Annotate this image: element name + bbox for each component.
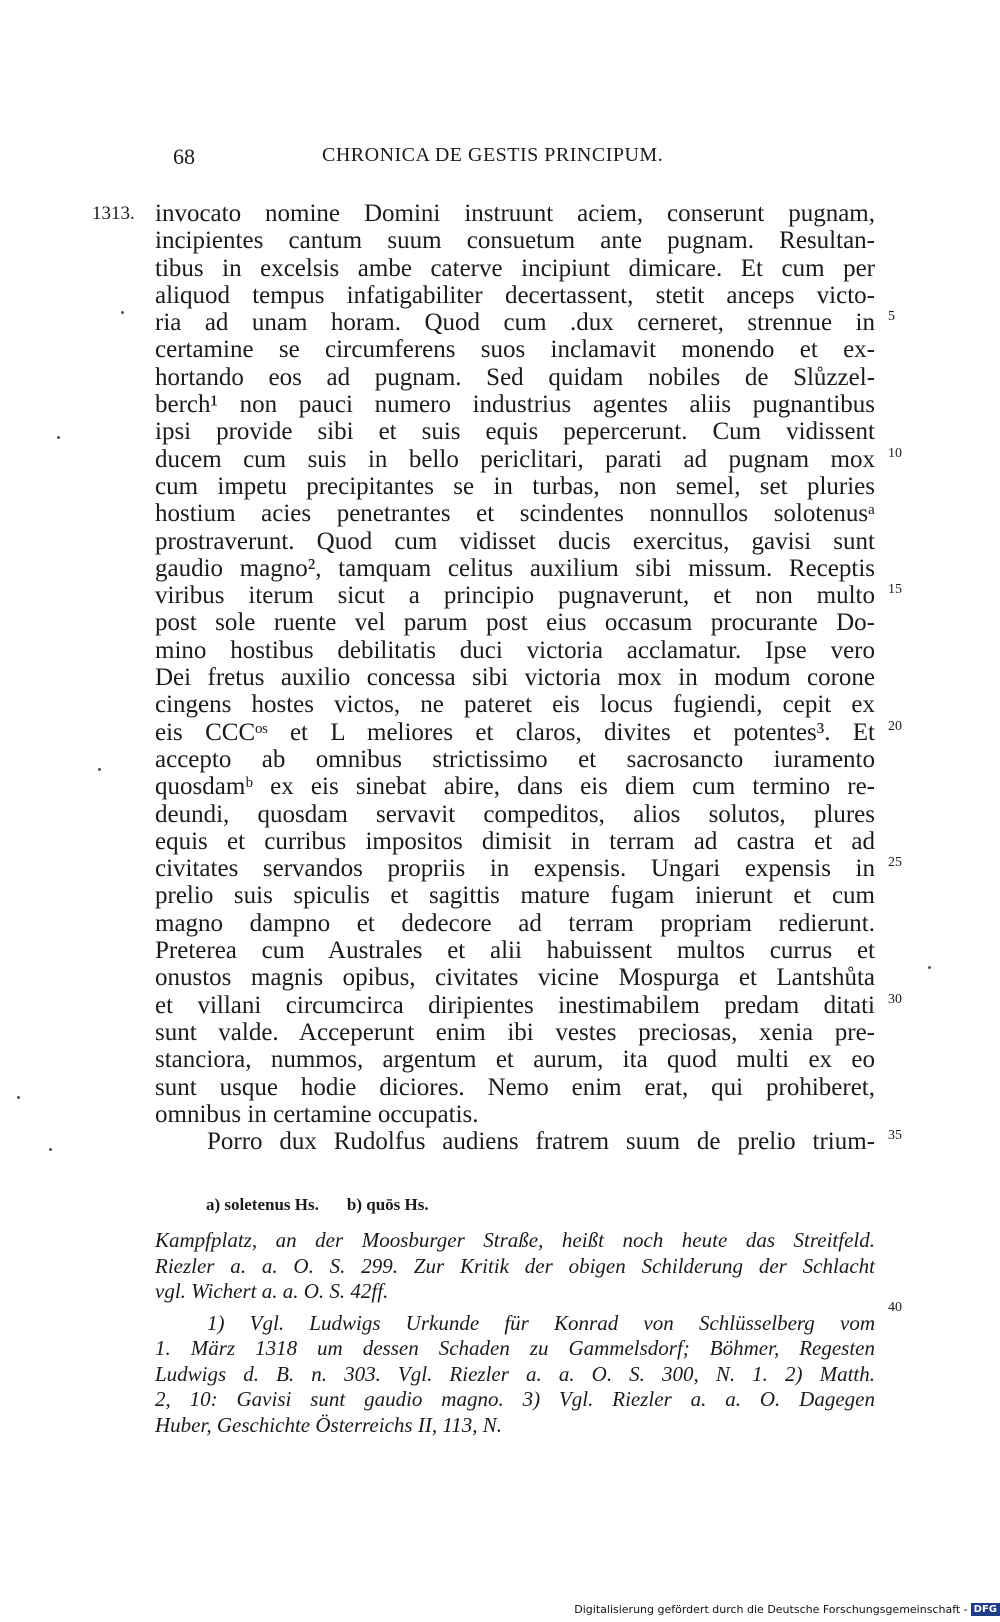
main-text [155, 200, 875, 1155]
footnote-line: Huber, Geschichte Österreichs II, 113, N. [155, 1412, 503, 1437]
text-line: quosdamᵇ ex eis sinebat abire, dans eis diem cum termino re- [155, 773, 875, 801]
text-line: ducem cum suis in bello periclitari, parati ad pugnam mox [155, 445, 875, 473]
text-line: gaudio magno², tamquam celitus auxilium sibi missum. Receptis [155, 554, 875, 582]
text-line: civitates servandos propriis in expensis. Ungari expensis in [155, 855, 875, 883]
line-number-35: 35 [888, 1128, 902, 1143]
text-line: post sole ruente vel parum post eius occasum procurante Do- [155, 609, 875, 637]
text-line: omnibus in certamine occupatis. [155, 1100, 479, 1128]
footnote-line: vgl. Wichert a. a. O. S. 42ff. [155, 1279, 389, 1303]
line-number-10: 10 [888, 446, 902, 461]
textual-note-b: b) quōs Hs. [346, 1195, 429, 1214]
text-line: onustos magnis opibus, civitates vicine Mospurga et Lantshůta [155, 964, 875, 992]
text-line: tibus in excelsis ambe caterve incipiunt dimicare. Et cum per [155, 254, 875, 282]
footnote-line: Ludwigs d. B. n. 303. Vgl. Riezler a. a. O. S. 300, N. 1. 2) Matth. [155, 1361, 875, 1386]
credit-text: Digitalisierung gefördert durch die Deutsche Forschungsgemeinschaft - [574, 1603, 968, 1616]
page-header [0, 144, 1000, 174]
footnote-line: 1. März 1318 um dessen Schaden zu Gammelsdorf; Böhmer, Regesten [155, 1336, 875, 1360]
text-line: mino hostibus debilitatis duci victoria acclamatur. Ipse vero [155, 636, 875, 664]
line-number-20: 20 [888, 719, 902, 734]
line-number-25: 25 [888, 855, 902, 870]
text-line: prelio suis spiculis et sagittis mature fugam inierunt et cum [155, 882, 875, 910]
text-line: hostium acies penetrantes et scindentes nonnullos solotenusᵃ [155, 500, 875, 528]
line-number-40: 40 [888, 1300, 902, 1315]
text-line: incipientes cantum suum consuetum ante pugnam. Resultan- [155, 227, 875, 255]
text-line: aliquod tempus infatigabiliter decertassent, stetit anceps victo- [155, 281, 875, 309]
line-number-15: 15 [888, 582, 902, 597]
text-line: viribus iterum sicut a principio pugnaverunt, et non multo [155, 582, 875, 610]
scan-speck [57, 436, 60, 439]
text-line: deundi, quosdam servavit compeditos, alios solutos, plures [155, 800, 875, 828]
scan-speck [121, 311, 124, 314]
text-line: certamine se circumferens suos inclamavit monendo et ex- [155, 336, 875, 364]
running-title: CHRONICA DE GESTIS PRINCIPUM. [322, 144, 664, 166]
scan-speck [928, 966, 931, 969]
scan-speck [17, 1096, 20, 1099]
text-line: sunt usque hodie diciores. Nemo enim erat, qui prohiberet, [155, 1073, 875, 1101]
footnote-line: Riezler a. a. O. S. 299. Zur Kritik der obigen Schilderung der Schlacht [155, 1253, 875, 1278]
page-number: 68 [173, 144, 195, 169]
text-line: Dei fretus auxilio concessa sibi victoria mox in modum corone [155, 664, 875, 692]
text-line: Porro dux Rudolfus audiens fratrem suum de prelio trium- [207, 1128, 875, 1156]
scan-speck [98, 768, 101, 771]
text-line: ria ad unam horam. Quod cum .dux cerneret, strennue in [155, 309, 875, 337]
digitization-credit [574, 1603, 1000, 1616]
text-line: eis CCCᵒˢ et L meliores et claros, divites et potentes³. Et [155, 718, 875, 746]
text-line: cingens hostes victos, ne pateret eis locus fugiendi, cepit ex [155, 691, 875, 719]
text-line: prostraverunt. Quod cum vidisset ducis exercitus, gavisi sunt [155, 527, 875, 555]
footnote-line: Kampfplatz, an der Moosburger Straße, heißt noch heute das Streitfeld. [155, 1228, 875, 1252]
textual-note-a: a) soletenus Hs. [206, 1195, 319, 1214]
text-line: et villani circumcirca diripientes inestimabilem predam ditati [155, 991, 875, 1019]
text-line: cum impetu precipitantes se in turbas, non semel, set pluries [155, 472, 875, 500]
text-line: invocato nomine Domini instruunt aciem, conserunt pugnam, [155, 200, 875, 227]
text-line: accepto ab omnibus strictissimo et sacrosancto iuramento [155, 745, 875, 773]
text-line: berch¹ non pauci numero industrius agentes aliis pugnantibus [155, 391, 875, 419]
dfg-logo: DFG [971, 1603, 1000, 1616]
line-number-30: 30 [888, 992, 902, 1007]
footnote-line: 1) Vgl. Ludwigs Urkunde für Konrad von Schlüsselberg vom [207, 1310, 875, 1335]
footnotes [155, 1228, 875, 1438]
text-line: stanciora, nummos, argentum et aurum, ita quod multi ex eo [155, 1046, 875, 1074]
text-line: sunt valde. Acceperunt enim ibi vestes preciosas, xenia pre- [155, 1018, 875, 1046]
footnote-line: 2, 10: Gavisi sunt gaudio magno. 3) Vgl. Riezler a. a. O. Dagegen [155, 1387, 875, 1411]
text-line: magno dampno et dedecore ad terram propriam redierunt. [155, 909, 875, 937]
text-line: ipsi provide sibi et suis equis pepercerunt. Cum vidissent [155, 418, 875, 446]
text-line: equis et curribus impositos dimisit in terram ad castra et ad [155, 827, 875, 855]
text-line: Preterea cum Australes et alii habuissent multos currus et [155, 937, 875, 965]
text-line: hortando eos ad pugnam. Sed quidam nobiles de Slůzzel- [155, 363, 875, 391]
textual-notes [206, 1195, 429, 1215]
scan-speck [49, 1148, 52, 1151]
year-marginal-label: 1313. [92, 203, 135, 224]
line-number-5: 5 [888, 309, 895, 324]
